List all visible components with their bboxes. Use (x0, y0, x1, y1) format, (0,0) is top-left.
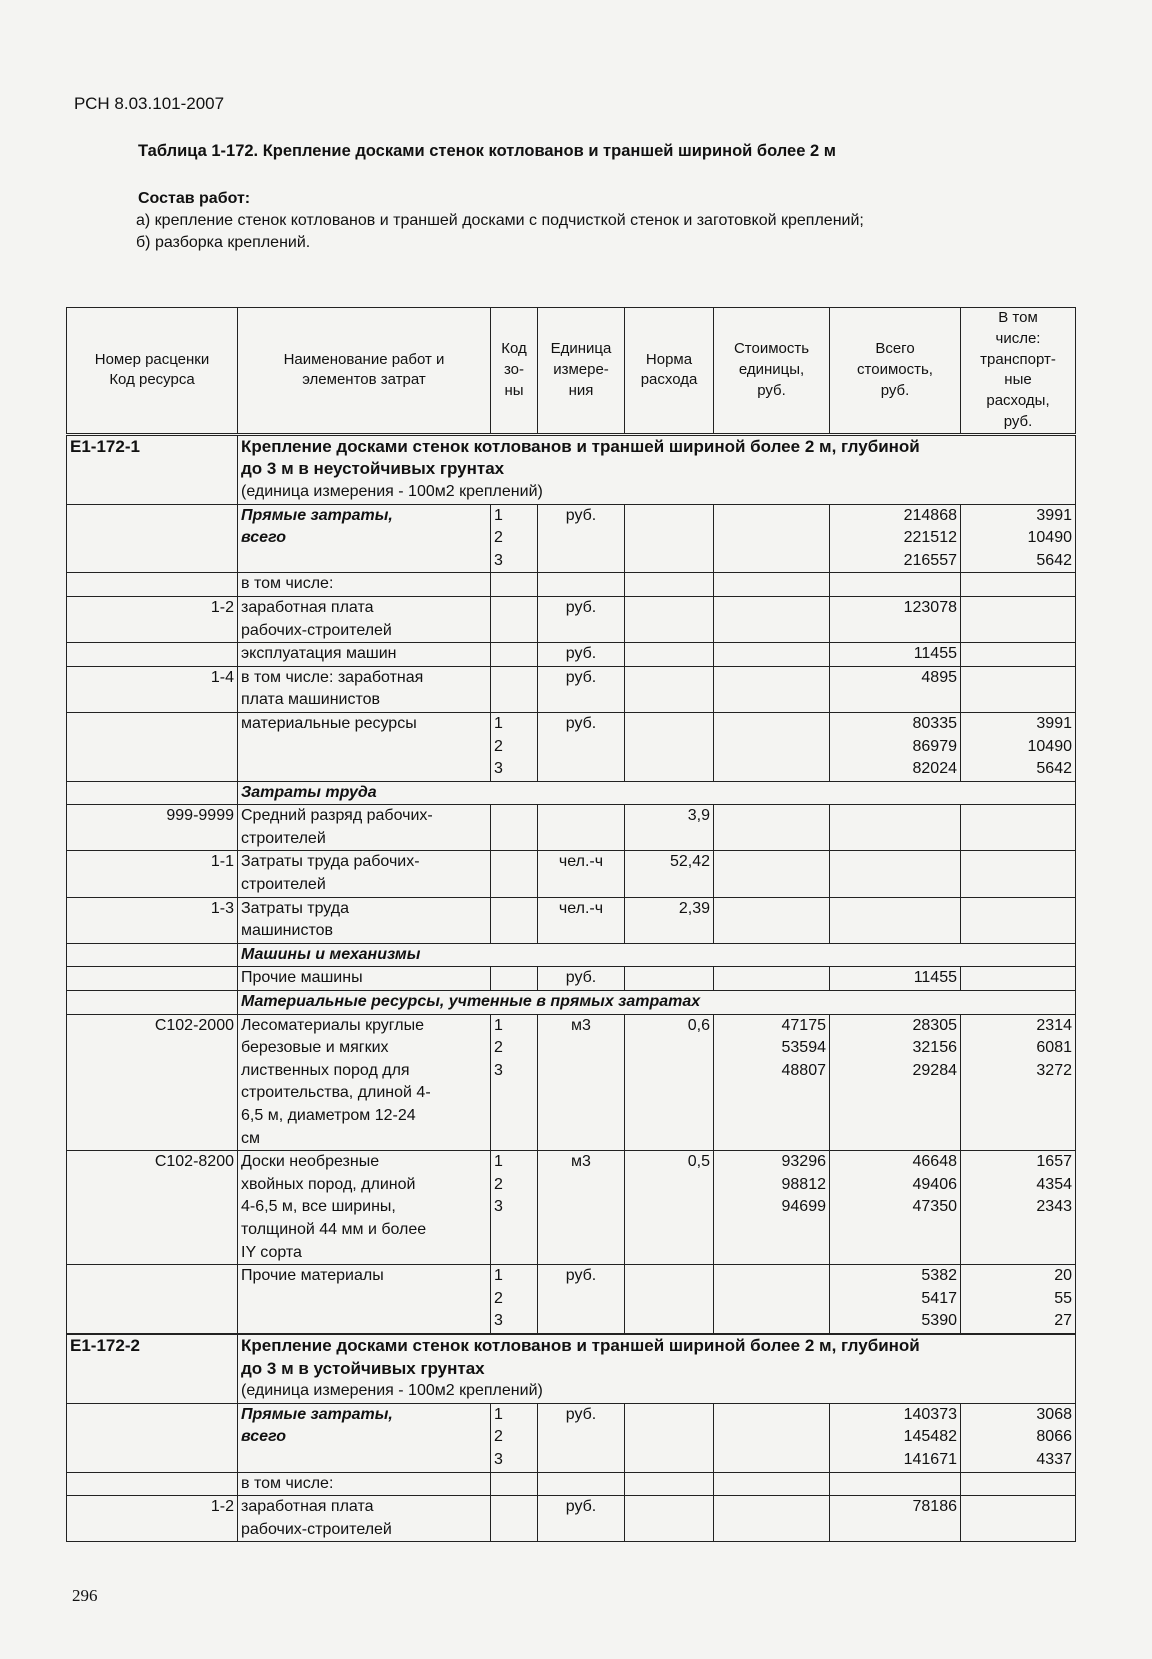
transport-cell: 3991 10490 5642 (961, 504, 1076, 573)
row-name: заработная плата рабочих-строителей (238, 596, 491, 642)
norm-cell: 52,42 (625, 851, 714, 897)
table-row (67, 666, 1076, 712)
transport-cell: 3991 10490 5642 (961, 712, 1076, 781)
zone-cell: 1 2 3 (491, 1403, 538, 1472)
norm-cell: 0,5 (625, 1151, 714, 1265)
total-cell: 5382 5417 5390 (830, 1265, 961, 1334)
table-row (67, 712, 1076, 781)
table-row (67, 1265, 1076, 1334)
section-header-row (67, 1334, 1076, 1403)
unit-cost-cell: 93296 98812 94699 (714, 1151, 830, 1265)
unit-cell: чел.-ч (538, 897, 625, 943)
unit-cell: руб. (538, 596, 625, 642)
row-code: 1-3 (67, 897, 238, 943)
row-name: Прочие машины (238, 967, 491, 991)
table-row (67, 943, 1076, 967)
work-composition (138, 188, 866, 254)
col-header-transport: В том числе: транспорт- ные расходы, руб. (961, 308, 1076, 435)
unit-cell: руб. (538, 1496, 625, 1542)
subsection-heading: Затраты труда (238, 781, 1076, 805)
section-title: Крепление досками стенок котлованов и траншей шириной более 2 м, глубиной до 3 м в устойчивых грунтах (единица измерения - 100м2 креплений) (238, 1334, 1076, 1403)
col-header-norm: Норма расхода (625, 308, 714, 435)
unit-cell: руб. (538, 1403, 625, 1472)
row-name: Затраты труда рабочих- строителей (238, 851, 491, 897)
table-row (67, 851, 1076, 897)
total-cell: 123078 (830, 596, 961, 642)
total-cell: 11455 (830, 967, 961, 991)
unit-cell: руб. (538, 643, 625, 667)
total-cell: 4895 (830, 666, 961, 712)
subsection-heading: Машины и механизмы (238, 943, 1076, 967)
row-name: в том числе: (238, 1472, 491, 1496)
table-row (67, 805, 1076, 851)
col-header-unit-cost: Стоимость единицы, руб. (714, 308, 830, 435)
norm-cell: 0,6 (625, 1014, 714, 1151)
row-code: 1-4 (67, 666, 238, 712)
page-number: 296 (72, 1586, 98, 1605)
section-code: Е1-172-1 (67, 434, 238, 504)
row-code: С102-2000 (67, 1014, 238, 1151)
section-code: Е1-172-2 (67, 1334, 238, 1403)
row-name: заработная плата рабочих-строителей (238, 1496, 491, 1542)
row-name: Прямые затраты, всего (238, 1403, 491, 1472)
col-header-code: Номер расценки Код ресурса (67, 308, 238, 435)
table-row (67, 1472, 1076, 1496)
composition-item: а) крепление стенок котлованов и траншей досками с подчисткой стенок и заготовкой креплений; (136, 212, 864, 229)
col-header-zone: Код зо- ны (491, 308, 538, 435)
row-name: Прочие материалы (238, 1265, 491, 1334)
transport-cell: 2314 6081 3272 (961, 1014, 1076, 1151)
zone-cell: 1 2 3 (491, 1151, 538, 1265)
row-code: 1-2 (67, 596, 238, 642)
norm-cell: 2,39 (625, 897, 714, 943)
total-cell: 11455 (830, 643, 961, 667)
unit-cell: руб. (538, 967, 625, 991)
section-header-row (67, 434, 1076, 504)
zone-cell: 1 2 3 (491, 504, 538, 573)
table-row (67, 967, 1076, 991)
section-title: Крепление досками стенок котлованов и траншей шириной более 2 м, глубиной до 3 м в неустойчивых грунтах (единица измерения - 100м2 креплений) (238, 434, 1076, 504)
row-code: 1-1 (67, 851, 238, 897)
document-code: РСН 8.03.101-2007 (74, 94, 225, 113)
zone-cell: 1 2 3 (491, 1014, 538, 1151)
row-code: 999-9999 (67, 805, 238, 851)
unit-cell: руб. (538, 504, 625, 573)
table-row (67, 1403, 1076, 1472)
row-name: Затраты труда машинистов (238, 897, 491, 943)
table-row (67, 1014, 1076, 1151)
transport-cell: 3068 8066 4337 (961, 1403, 1076, 1472)
total-cell: 46648 49406 47350 (830, 1151, 961, 1265)
row-name: эксплуатация машин (238, 643, 491, 667)
col-header-total: Всего стоимость, руб. (830, 308, 961, 435)
unit-cell: м3 (538, 1014, 625, 1151)
row-name: в том числе: (238, 573, 491, 597)
table-header-row (67, 308, 1076, 435)
norm-cell: 3,9 (625, 805, 714, 851)
table-row (67, 643, 1076, 667)
unit-cell: чел.-ч (538, 851, 625, 897)
transport-cell: 1657 4354 2343 (961, 1151, 1076, 1265)
table-row (67, 1151, 1076, 1265)
row-name: Средний разряд рабочих- строителей (238, 805, 491, 851)
total-cell: 140373 145482 141671 (830, 1403, 961, 1472)
col-header-name: Наименование работ и элементов затрат (238, 308, 491, 435)
table-row (67, 897, 1076, 943)
unit-cell: руб. (538, 1265, 625, 1334)
unit-cost-cell: 47175 53594 48807 (714, 1014, 830, 1151)
zone-cell: 1 2 3 (491, 1265, 538, 1334)
composition-item: б) разборка креплений. (136, 234, 311, 251)
row-code: С102-8200 (67, 1151, 238, 1265)
unit-cell: руб. (538, 666, 625, 712)
row-name: Доски необрезные хвойных пород, длиной 4-6,5 м, все ширины, толщиной 44 мм и более IY сорта (238, 1151, 491, 1265)
total-cell: 28305 32156 29284 (830, 1014, 961, 1151)
table-row (67, 991, 1076, 1015)
table-row (67, 596, 1076, 642)
zone-cell: 1 2 3 (491, 712, 538, 781)
row-code: 1-2 (67, 1496, 238, 1542)
row-name: Лесоматериалы круглые березовые и мягких лиственных пород для строительства, длиной 4- 6,5 м, диаметром 12-24 см (238, 1014, 491, 1151)
table-row (67, 1496, 1076, 1542)
col-header-unit: Единица измере- ния (538, 308, 625, 435)
transport-cell: 20 55 27 (961, 1265, 1076, 1334)
norms-table (66, 307, 1076, 1542)
unit-cell: м3 (538, 1151, 625, 1265)
row-name: материальные ресурсы (238, 712, 491, 781)
row-name: Прямые затраты, всего (238, 504, 491, 573)
composition-heading: Состав работ: (138, 190, 251, 207)
row-name: в том числе: заработная плата машинистов (238, 666, 491, 712)
total-cell: 214868 221512 216557 (830, 504, 961, 573)
table-row (67, 781, 1076, 805)
table-row (67, 504, 1076, 573)
unit-cell: руб. (538, 712, 625, 781)
total-cell: 78186 (830, 1496, 961, 1542)
total-cell: 80335 86979 82024 (830, 712, 961, 781)
table-row (67, 573, 1076, 597)
subsection-heading: Материальные ресурсы, учтенные в прямых затратах (238, 991, 1076, 1015)
table-title: Таблица 1-172. Крепление досками стенок котлованов и траншей шириной более 2 м (138, 142, 836, 160)
